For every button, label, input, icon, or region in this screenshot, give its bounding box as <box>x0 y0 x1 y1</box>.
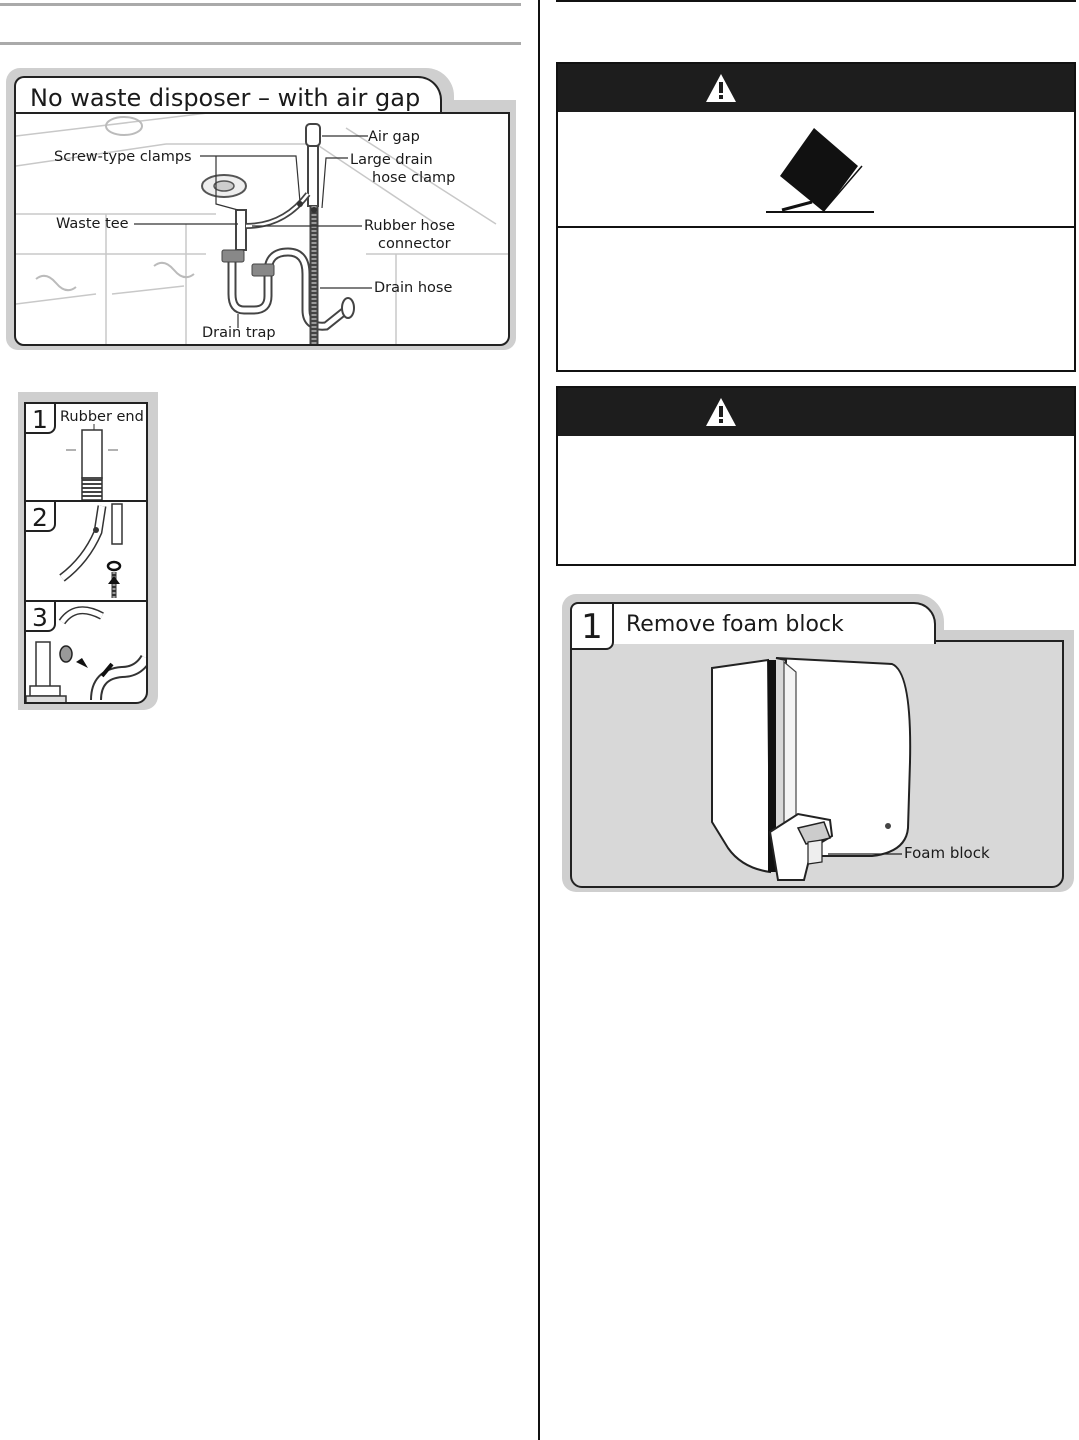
warning-header-2 <box>558 388 1074 436</box>
label-large-drain-2: hose clamp <box>372 170 456 186</box>
warning-triangle-icon <box>704 72 738 104</box>
label-drain-trap: Drain trap <box>202 325 276 341</box>
label-rubber-end: Rubber end <box>60 409 144 425</box>
label-foam-block: Foam block <box>904 844 990 862</box>
figure1-illustration <box>14 112 510 346</box>
step-2-number: 2 <box>24 500 56 532</box>
connector-attach-illustration <box>26 602 146 704</box>
dishwasher-illustration <box>572 642 1064 888</box>
step-3-panel <box>24 600 148 704</box>
figure2-illustration <box>570 640 1064 888</box>
label-rubber-hose-connector-2: connector <box>378 236 451 252</box>
right-top-rule <box>556 0 1076 2</box>
warning-symbol-divider <box>558 226 1074 228</box>
label-drain-hose: Drain hose <box>374 280 453 296</box>
step-1-number: 1 <box>24 402 56 434</box>
warning-box-2 <box>556 386 1076 566</box>
figure2-title: Remove foam block <box>626 612 844 637</box>
figure2-step-number: 1 <box>570 602 614 650</box>
warning-box-1 <box>556 62 1076 372</box>
step-2-panel <box>24 500 148 602</box>
figure1-title: No waste disposer – with air gap <box>14 76 442 114</box>
step-3-number: 3 <box>24 600 56 632</box>
hose-clamp-illustration <box>26 502 146 602</box>
top-rule-1 <box>0 3 521 6</box>
step-1-panel <box>24 402 148 502</box>
warning-triangle-icon <box>704 396 738 428</box>
top-rule-2 <box>0 42 521 45</box>
column-divider <box>538 0 540 1440</box>
label-rubber-hose-connector-1: Rubber hose <box>364 218 456 234</box>
warning-header-1 <box>558 64 1074 112</box>
tip-over-hazard-icon <box>762 126 882 216</box>
label-large-drain-1: Large drain <box>350 152 433 168</box>
rubber-end-illustration <box>26 404 146 500</box>
label-screw-type-clamps: Screw-type clamps <box>54 149 192 165</box>
figure2-title-tab <box>570 602 936 647</box>
label-waste-tee: Waste tee <box>56 216 129 232</box>
label-air-gap: Air gap <box>368 129 420 145</box>
